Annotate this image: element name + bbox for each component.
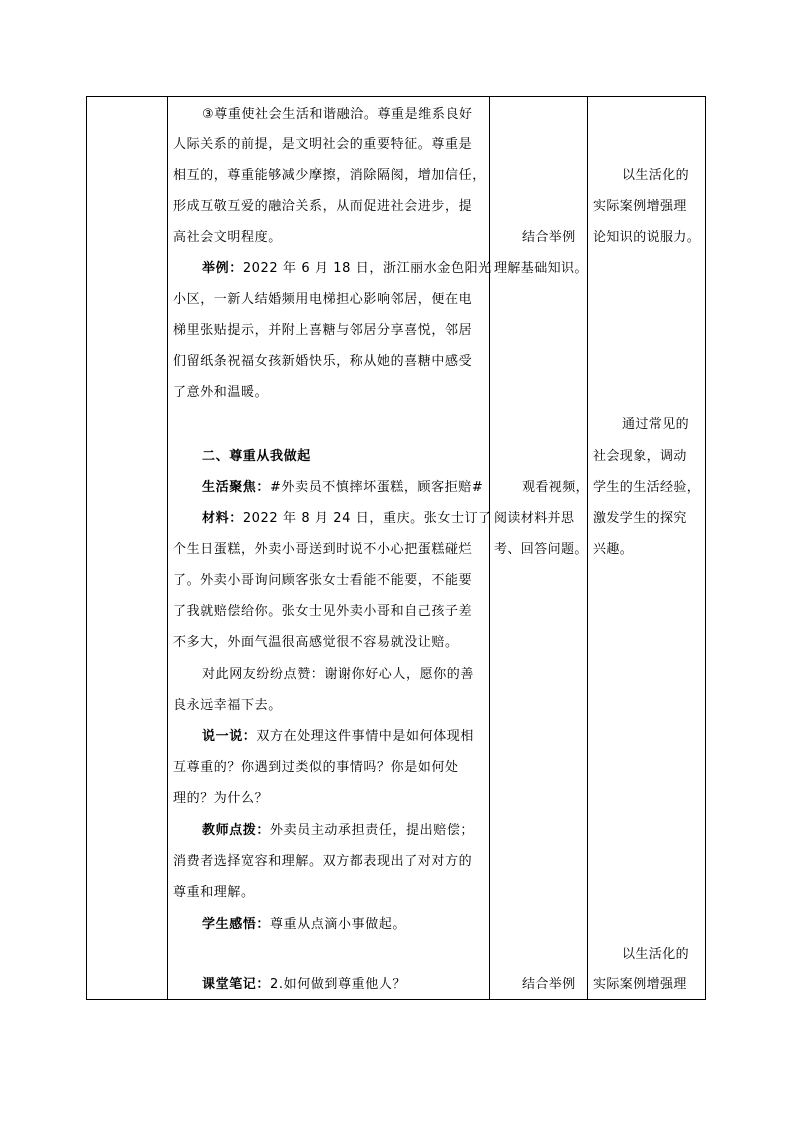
example-paragraph [202, 259, 492, 279]
text-line: 考、回答问题。 [494, 542, 588, 557]
student-paragraph [202, 915, 406, 935]
text-line: 人际关系的前提，是文明社会的重要特征。尊重是 [173, 137, 473, 152]
text-line: 形成互敬互爱的融洽关系，从而促进社会进步，提 [173, 199, 473, 214]
notes-label: 课堂笔记： [202, 977, 271, 992]
example-text: 2022 年 6 月 18 日，浙江丽水金色阳光 [242, 261, 492, 276]
lesson-table [86, 96, 706, 1000]
text-line: 理的？为什么？ [173, 791, 269, 806]
text-line: 通过常见的 [622, 417, 690, 432]
discuss-paragraph [202, 727, 474, 747]
text-line: 了我就赔偿给你。张女士见外卖小哥和自己孩子差 [173, 604, 473, 619]
material-label: 材料： [202, 511, 243, 526]
text-line: 结合举例 [522, 230, 576, 245]
text-line: 互尊重的？你遇到过类似的事情吗？你是如何处 [173, 760, 459, 775]
column-learning-activity [490, 97, 590, 999]
discuss-label: 说一说： [202, 729, 257, 744]
life-focus-paragraph [202, 478, 483, 498]
text-line: 学生的生活经验， [593, 480, 701, 495]
student-label: 学生感悟： [202, 917, 271, 932]
teacher-text: 外卖员主动承担责任，提出赔偿； [270, 823, 475, 838]
text-line: 实际案例增强理 [593, 199, 687, 214]
text-line: 激发学生的探究 [593, 511, 687, 526]
column-design-intent [588, 97, 706, 999]
life-focus-label: 生活聚焦： [202, 480, 271, 495]
text-line: 梯里张贴提示，并附上喜糖与邻居分享喜悦，邻居 [173, 323, 473, 338]
column-teaching-content [168, 97, 492, 999]
text-line: 尊重和理解。 [173, 885, 255, 900]
text-line: 高社会文明程度。 [173, 230, 282, 245]
text-line: 以生活化的 [622, 947, 690, 962]
notes-text: 2.如何做到尊重他人？ [270, 977, 407, 992]
material-paragraph [202, 509, 492, 529]
text-line: 以生活化的 [622, 168, 690, 183]
text-line: 了意外和温暖。 [173, 385, 269, 400]
example-label: 举例： [202, 261, 243, 276]
notes-paragraph [202, 975, 406, 995]
text-line: 良永远幸福下去。 [173, 698, 282, 713]
student-text: 尊重从点滴小事做起。 [270, 917, 407, 932]
text-line: 结合举例 [522, 977, 576, 992]
material-text: 2022 年 8 月 24 日，重庆。张女士订了 [242, 511, 492, 526]
text-line: 观看视频， [522, 480, 590, 495]
text-line: 兴趣。 [593, 542, 634, 557]
text-line: 阅读材料并思 [494, 511, 575, 526]
text-line: 实际案例增强理 [593, 977, 687, 992]
text-line: 理解基础知识。 [494, 261, 588, 276]
discuss-text: 双方在处理这件事情中是如何体现相 [256, 729, 475, 744]
text-line: 相互的，尊重能够减少摩擦，消除隔阂，增加信任， [173, 168, 486, 183]
life-focus-text: #外卖员不慎摔坏蛋糕，顾客拒赔# [270, 480, 484, 495]
text-line: 们留纸条祝福女孩新婚快乐，称从她的喜糖中感受 [173, 354, 473, 369]
text-line: 个生日蛋糕，外卖小哥送到时说不小心把蛋糕碰烂 [173, 542, 473, 557]
text-line: 小区，一新人结婚频用电梯担心影响邻居，便在电 [173, 292, 473, 307]
section-heading: 二、尊重从我做起 [202, 449, 311, 464]
text-line: 不多大，外面气温很高感觉很不容易就没让赔。 [173, 635, 459, 650]
text-line: 消费者选择宽容和理解。双方都表现出了对对方的 [173, 854, 473, 869]
text-line: 对此网友纷纷点赞：谢谢你好心人，愿你的善 [202, 667, 475, 682]
teacher-label: 教师点拨： [202, 823, 271, 838]
text-line: 论知识的说服力。 [593, 230, 701, 245]
teacher-paragraph [202, 821, 474, 841]
text-line: 社会现象，调动 [593, 449, 687, 464]
text-line: 了。外卖小哥询问顾客张女士看能不能要，不能要 [173, 573, 473, 588]
text-line: ③尊重使社会生活和谐融洽。尊重是维系良好 [202, 107, 473, 122]
column-empty [87, 97, 167, 999]
